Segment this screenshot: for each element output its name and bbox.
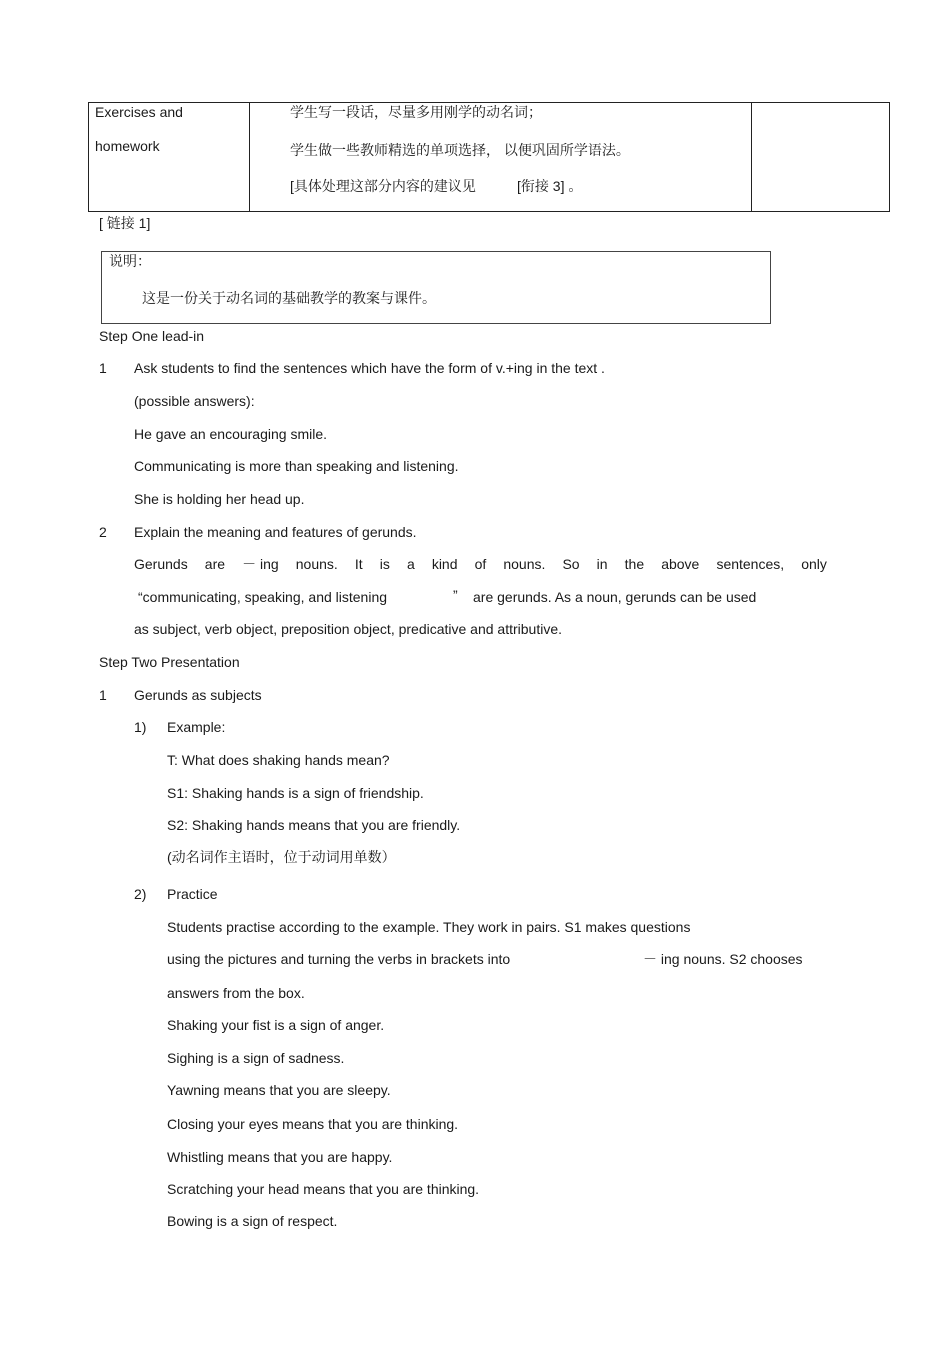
word: the bbox=[624, 556, 645, 572]
paragraph: answers from the box. bbox=[167, 985, 305, 1001]
table-cell-text: [具体处理这部分内容的建议见 bbox=[290, 178, 476, 194]
example-sentence: S2: Shaking hands means that you are friendly. bbox=[167, 817, 461, 833]
paragraph: ” bbox=[453, 587, 458, 603]
list-item: Explain the meaning and features of gerunds. bbox=[134, 524, 417, 540]
list-item: Example: bbox=[167, 719, 226, 735]
answer-sentence: Closing your eyes means that you are thinking. bbox=[167, 1116, 459, 1132]
list-number: 1) bbox=[134, 719, 147, 735]
word: nouns. bbox=[295, 556, 338, 572]
word: It bbox=[354, 556, 363, 572]
example-sentence: He gave an encouraging smile. bbox=[134, 426, 328, 442]
word: are bbox=[204, 556, 226, 572]
grammar-note: (动名词作主语时，位于动词用单数） bbox=[167, 849, 396, 865]
example-sentence: Communicating is more than speaking and listening. bbox=[134, 458, 459, 474]
paragraph: Students practise according to the example. They work in pairs. S1 makes questions bbox=[167, 919, 691, 935]
list-item: Ask students to find the sentences which have the form of v.+ing in the text . bbox=[134, 360, 605, 376]
word: above bbox=[661, 556, 700, 572]
word: － ing bbox=[242, 556, 279, 572]
word: a bbox=[406, 556, 415, 572]
section-heading: Step One lead-in bbox=[99, 328, 205, 344]
answer-sentence: Scratching your head means that you are thinking. bbox=[167, 1181, 480, 1197]
word: in bbox=[596, 556, 608, 572]
word: is bbox=[379, 556, 390, 572]
link-ref[interactable]: [ 链接 1] bbox=[99, 215, 151, 231]
note-title: 说明： bbox=[109, 253, 151, 269]
paragraph: using the pictures and turning the verbs in brackets into bbox=[167, 951, 511, 967]
word: nouns. bbox=[503, 556, 546, 572]
answer-sentence: Shaking your fist is a sign of anger. bbox=[167, 1017, 385, 1033]
list-item: Gerunds as subjects bbox=[134, 687, 262, 703]
note-text: 这是一份关于动名词的基础教学的教案与课件。 bbox=[142, 290, 436, 306]
justified-line bbox=[134, 557, 827, 571]
table-divider bbox=[249, 103, 250, 211]
answer-sentence: Yawning means that you are sleepy. bbox=[167, 1082, 391, 1098]
paragraph: are gerunds. As a noun, gerunds can be used bbox=[473, 589, 757, 605]
link-ref[interactable]: [衔接 3] 。 bbox=[517, 178, 583, 194]
word: So bbox=[562, 556, 580, 572]
list-item: Practice bbox=[167, 886, 218, 902]
list-number: 1 bbox=[99, 687, 107, 703]
list-number: 1 bbox=[99, 360, 107, 376]
list-number: 2 bbox=[99, 524, 107, 540]
word: sentences, bbox=[716, 556, 785, 572]
word: only bbox=[801, 556, 827, 572]
table-cell-label: homework bbox=[95, 138, 160, 154]
answer-sentence: Bowing is a sign of respect. bbox=[167, 1213, 338, 1229]
word: of bbox=[474, 556, 487, 572]
paragraph: as subject, verb object, preposition object, predicative and attributive. bbox=[134, 621, 563, 637]
example-sentence: T: What does shaking hands mean? bbox=[167, 752, 390, 768]
answer-sentence: Whistling means that you are happy. bbox=[167, 1149, 393, 1165]
table-cell-text: 学生做一些教师精选的单项选择， 以便巩固所学语法。 bbox=[290, 142, 630, 158]
paragraph: － ing nouns. S2 chooses bbox=[643, 951, 803, 967]
table-cell-text: 学生写一段话，尽量多用刚学的动名词； bbox=[290, 104, 542, 120]
paragraph: (possible answers): bbox=[134, 393, 255, 409]
answer-sentence: Sighing is a sign of sadness. bbox=[167, 1050, 345, 1066]
word: Gerunds bbox=[134, 556, 188, 572]
table-cell-label: Exercises and bbox=[95, 104, 183, 120]
example-sentence: S1: Shaking hands is a sign of friendship. bbox=[167, 785, 424, 801]
example-sentence: She is holding her head up. bbox=[134, 491, 305, 507]
section-heading: Step Two Presentation bbox=[99, 654, 240, 670]
list-number: 2) bbox=[134, 886, 147, 902]
word: kind bbox=[431, 556, 458, 572]
note-box bbox=[101, 251, 771, 324]
paragraph: “communicating, speaking, and listening bbox=[138, 589, 388, 605]
table-divider bbox=[751, 103, 752, 211]
